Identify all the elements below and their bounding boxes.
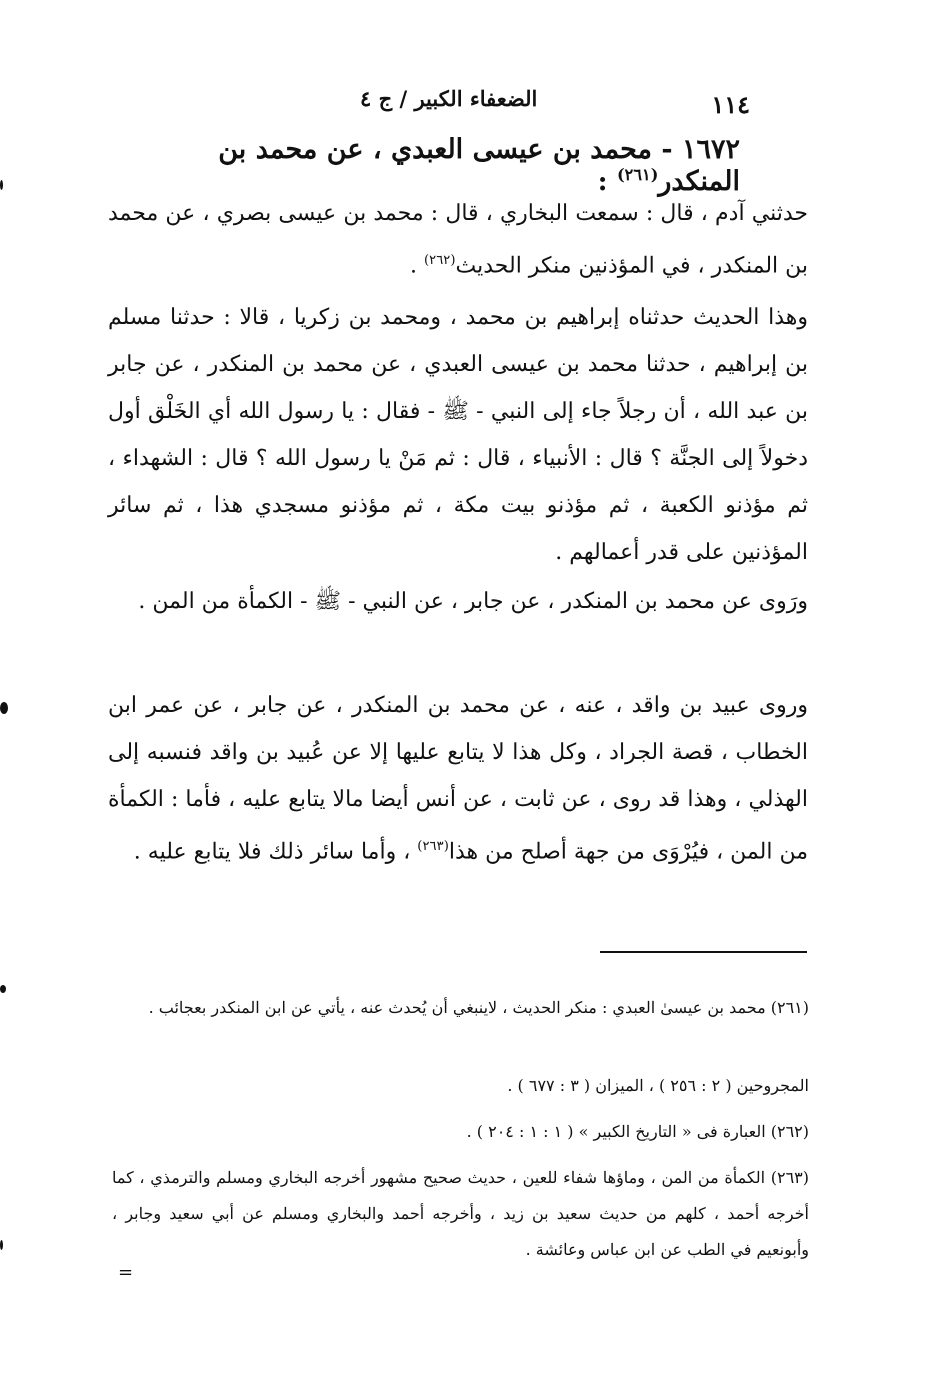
- page-header: [100, 84, 750, 124]
- paragraph-1-text: حدثني آدم ، قال : سمعت البخاري ، قال : محمد بن عيسى بصري ، عن محمد بن المنكدر ، في المؤذنين منكر الحديث: [108, 201, 808, 279]
- continuation-mark: =: [118, 1262, 134, 1283]
- paragraph-3-text: ورَوى عن محمد بن المنكدر ، عن جابر ، عن النبي - ﷺ - الكمأة من المن .: [138, 589, 808, 614]
- paragraph-2: [108, 294, 808, 576]
- footnote-263: (٢٦٣) الكمأة من المن ، وماؤها شفاء للعين ، حديث صحيح مشهور أخرجه البخاري ومسلم والترمذي ، كما أخرجه أحمد ، كلهم من حديث سعيد بن زيد ، وأخرجه أحمد والبخاري ومسلم عن أبي سعيد وجابر ، وأبونعيم في الطب عن ابن عباس وعائشة .: [112, 1168, 809, 1259]
- footnote-261: (٢٦١) محمد بن عيسىٰ العبدي : منكر الحديث ، لاينبغي أن يُحدث عنه ، يأتي عن ابن المنكدر بعجائب .: [148, 998, 809, 1017]
- footnote-separator: [600, 951, 807, 953]
- entry-title-text: ١٦٧٢ - محمد بن عيسى العبدي ، عن محمد بن المنكدر: [218, 134, 740, 197]
- footnote-262: (٢٦٢) العبارة فى « التاريخ الكبير » ( ١ : ١ : ٢٠٤ ) .: [466, 1122, 809, 1141]
- paragraph-2-text: وهذا الحديث حدثناه إبراهيم بن محمد ، ومحمد بن زكريا ، قالا : حدثنا مسلم بن إبراهيم ، حدثنا محمد بن عيسى العبدي ، عن محمد بن المنكدر ، عن جابر بن عبد الله ، أن رجلاً جاء إلى النبي - ﷺ - فقال : يا رسول الله أي الخَلْق أول دخولاً إلى الجنَّة ؟ قال : الأنبياء ، قال : ثم مَنْ يا رسول الله ؟ قال : الشهداء ، ثم مؤذنو الكعبة ، ثم مؤذنو بيت مكة ، ثم مؤذنو مسجدي هذا ، ثم سائر المؤذنين على قدر أعمالهم .: [108, 305, 808, 565]
- paragraph-4-text: وروى عبيد بن واقد ، عنه ، عن محمد بن المنكدر ، عن جابر ، عن عمر ابن الخطاب ، قصة الجراد ، وكل هذا لا يتابع عليها إلا عن عُبيد بن واقد فنسبه إلى الهذلي ، وهذا قد روى ، عن ثابت ، عن أنس أيضا مالا يتابع عليه ، فأما : الكمأة من المن ، فيُرْوَى من جهة أصلح من هذا: [108, 693, 808, 865]
- paragraph-1-end: .: [409, 253, 424, 279]
- scan-edge-mark: [0, 985, 6, 993]
- footnote-ref-262[interactable]: (٢٦٢): [423, 253, 456, 268]
- footnote-ref-263[interactable]: (٢٦٣): [417, 839, 449, 854]
- paragraph-3: [108, 578, 808, 625]
- entry-title: [120, 134, 740, 197]
- scan-edge-mark: [0, 1240, 3, 1250]
- entry-title-end: :: [597, 166, 617, 197]
- scan-edge-mark: [0, 180, 3, 190]
- scan-edge-mark: [0, 702, 8, 714]
- page-number: ١١٤: [711, 90, 750, 119]
- running-title: الضعفاء الكبير / ج ٤: [360, 86, 538, 111]
- paragraph-1: [108, 190, 808, 289]
- paragraph-4-end: ، وأما سائر ذلك فلا يتابع عليه .: [133, 839, 418, 865]
- footnote-ref-261[interactable]: (٢٦١): [616, 165, 659, 184]
- footnote-261-source: المجروحين ( ٢ : ٢٥٦ ) ، الميزان ( ٣ : ٦٧٧ ) .: [507, 1076, 809, 1095]
- paragraph-4: [108, 682, 808, 875]
